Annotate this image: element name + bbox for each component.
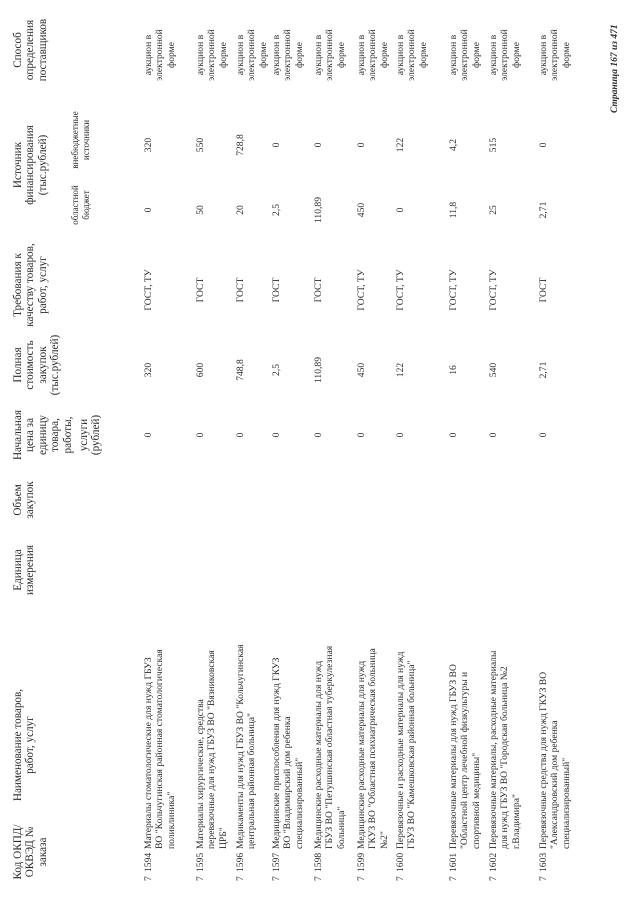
row-name: Материалы хирургические, средства перевязочные для нужд ГБУЗ ВО "Вязниковская ЦРБ" — [195, 650, 229, 849]
row-number: 1603 — [538, 852, 549, 872]
row-requirements: ГОСТ — [538, 277, 549, 303]
row-funding-extra: 0 — [271, 142, 282, 148]
row-code: 7 — [448, 876, 459, 881]
row-method: аукцион в электронной форме — [271, 29, 305, 81]
row-number: 1597 — [271, 852, 282, 872]
row-funding-regional: 20 — [235, 205, 246, 215]
row-number: 1598 — [313, 852, 324, 872]
row-requirements: ГОСТ, ТУ — [488, 269, 499, 311]
header-code: Код ОКПД/ ОКВЭД № заказа — [12, 824, 49, 880]
row-total: 110,89 — [313, 356, 324, 384]
row-total: 748,8 — [235, 359, 246, 381]
row-price: 0 — [313, 432, 324, 438]
row-funding-regional: 0 — [395, 207, 406, 213]
row-code: 7 — [195, 876, 206, 881]
row-funding-regional: 2,5 — [271, 204, 282, 216]
row-requirements: ГОСТ, ТУ — [143, 269, 154, 311]
header-price-units: услуги (рублей) — [78, 414, 103, 456]
row-total: 600 — [195, 362, 206, 378]
row-name: Медицинские расходные материалы для нужд ГКУЗ ВО "Областная психиатрическая больница №2" — [356, 648, 390, 849]
row-requirements: ГОСТ, ТУ — [395, 269, 406, 311]
row-total: 16 — [448, 365, 459, 375]
row-funding-regional: 50 — [195, 205, 206, 215]
row-number: 1596 — [235, 852, 246, 872]
row-funding-regional: 2,71 — [538, 201, 549, 219]
row-price: 0 — [538, 432, 549, 438]
row-funding-extra: 0 — [356, 142, 367, 148]
row-requirements: ГОСТ — [271, 277, 282, 303]
row-name: Медицинские расходные материалы для нужд ГБУЗ ВО "Петушинская областная туберкулезная больница" — [313, 645, 347, 849]
row-name: Перевязочные средства для нужд ГКУЗ ВО "Александровский дом ребенка специализированный" — [538, 671, 572, 849]
row-funding-extra: 0 — [538, 142, 549, 148]
row-total: 320 — [143, 362, 154, 378]
row-funding-extra: 320 — [143, 137, 154, 153]
row-number: 1595 — [195, 852, 206, 872]
row-total: 540 — [488, 362, 499, 378]
row-name: Перевязочные и расходные материалы для нужд ГБУЗ ВО "Камешковская районная больница" — [395, 651, 418, 849]
row-code: 7 — [235, 876, 246, 881]
row-number: 1600 — [395, 852, 406, 872]
row-price: 0 — [488, 432, 499, 438]
row-funding-extra: 4,2 — [448, 139, 459, 151]
row-name: Материалы стоматологические для нужд ГБУЗ ВО "Кольчугинская районная стоматологическая поликлиника" — [143, 649, 177, 849]
row-funding-regional: 110,89 — [313, 196, 324, 224]
row-funding-extra: 550 — [195, 137, 206, 153]
header-total: Полная стоимость закупок (тыс.рублей) — [12, 334, 62, 396]
row-total: 122 — [395, 362, 406, 378]
row-price: 0 — [448, 432, 459, 438]
row-code: 7 — [143, 876, 154, 881]
row-method: аукцион в электронной форме — [143, 29, 177, 81]
row-requirements: ГОСТ, ТУ — [356, 269, 367, 311]
row-price: 0 — [271, 432, 282, 438]
row-funding-regional: 0 — [143, 207, 154, 213]
row-price: 0 — [395, 432, 406, 438]
header-name: Наименование товаров, работ, услуг — [12, 688, 37, 802]
row-number: 1594 — [143, 852, 154, 872]
row-total: 450 — [356, 362, 367, 378]
row-price: 0 — [356, 432, 367, 438]
row-funding-extra: 0 — [313, 142, 324, 148]
row-funding-extra: 728,8 — [235, 134, 246, 156]
row-code: 7 — [395, 876, 406, 881]
header-volume: Объем закупок — [12, 481, 37, 519]
row-code: 7 — [538, 876, 549, 881]
row-method: аукцион в электронной форме — [195, 29, 229, 81]
row-number: 1599 — [356, 852, 367, 872]
row-funding-regional: 450 — [356, 202, 367, 218]
row-requirements: ГОСТ — [195, 277, 206, 303]
row-name: Перевязочные материалы для нужд ГБУЗ ВО "Областной центр лечебной физкультуры и спортивной медицины" — [448, 664, 482, 849]
row-number: 1602 — [488, 852, 499, 872]
row-funding-extra: 122 — [395, 137, 406, 153]
row-price: 0 — [143, 432, 154, 438]
row-total: 2,71 — [538, 361, 549, 379]
row-funding-regional: 25 — [488, 205, 499, 215]
row-requirements: ГОСТ, ТУ — [448, 269, 459, 311]
row-method: аукцион в электронной форме — [356, 29, 390, 81]
header-unit: Единица измерения — [12, 545, 37, 595]
header-funding: Источник финансирования (тыс.рублей) — [12, 125, 49, 205]
row-price: 0 — [235, 432, 246, 438]
header-requirements: Требования к качеству товаров, работ, услуг — [12, 243, 49, 327]
row-price: 0 — [195, 432, 206, 438]
row-method: аукцион в электронной форме — [313, 29, 347, 81]
row-method: аукцион в электронной форме — [448, 29, 482, 81]
header-method: Способ определения поставщиков — [12, 18, 49, 82]
row-number: 1601 — [448, 852, 459, 872]
header-funding-extra: внебюджетные источники — [70, 111, 91, 169]
row-code: 7 — [488, 876, 499, 881]
row-funding-extra: 515 — [488, 137, 499, 153]
row-requirements: ГОСТ — [313, 277, 324, 303]
page-label: Страница 167 из 471 — [610, 24, 620, 113]
row-method: аукцион в электронной форме — [488, 29, 522, 81]
header-price: Начальная цена за единицу товара, работы, — [12, 409, 74, 461]
row-method: аукцион в электронной форме — [538, 29, 572, 81]
row-name: Медикаменты для нужд ГБУЗ ВО "Кольчугинская центральная районная больница" — [235, 644, 258, 849]
row-code: 7 — [313, 876, 324, 881]
header-funding-regional: областной бюджет — [70, 185, 91, 225]
row-code: 7 — [271, 876, 282, 881]
row-name: Медицинские приспособления для нужд ГКУЗ ВО "Владимирский дом ребенка специализированный" — [271, 657, 305, 849]
row-method: аукцион в электронной форме — [235, 29, 269, 81]
row-total: 2,5 — [271, 364, 282, 376]
row-name: Перевязочные материалы, расходные материалы для нужд ГБУЗ ВО "Городская больница №2 г.Владимира" — [488, 650, 522, 849]
row-method: аукцион в электронной форме — [395, 29, 429, 81]
row-funding-regional: 11,8 — [448, 201, 459, 219]
row-requirements: ГОСТ — [235, 277, 246, 303]
row-code: 7 — [356, 876, 367, 881]
